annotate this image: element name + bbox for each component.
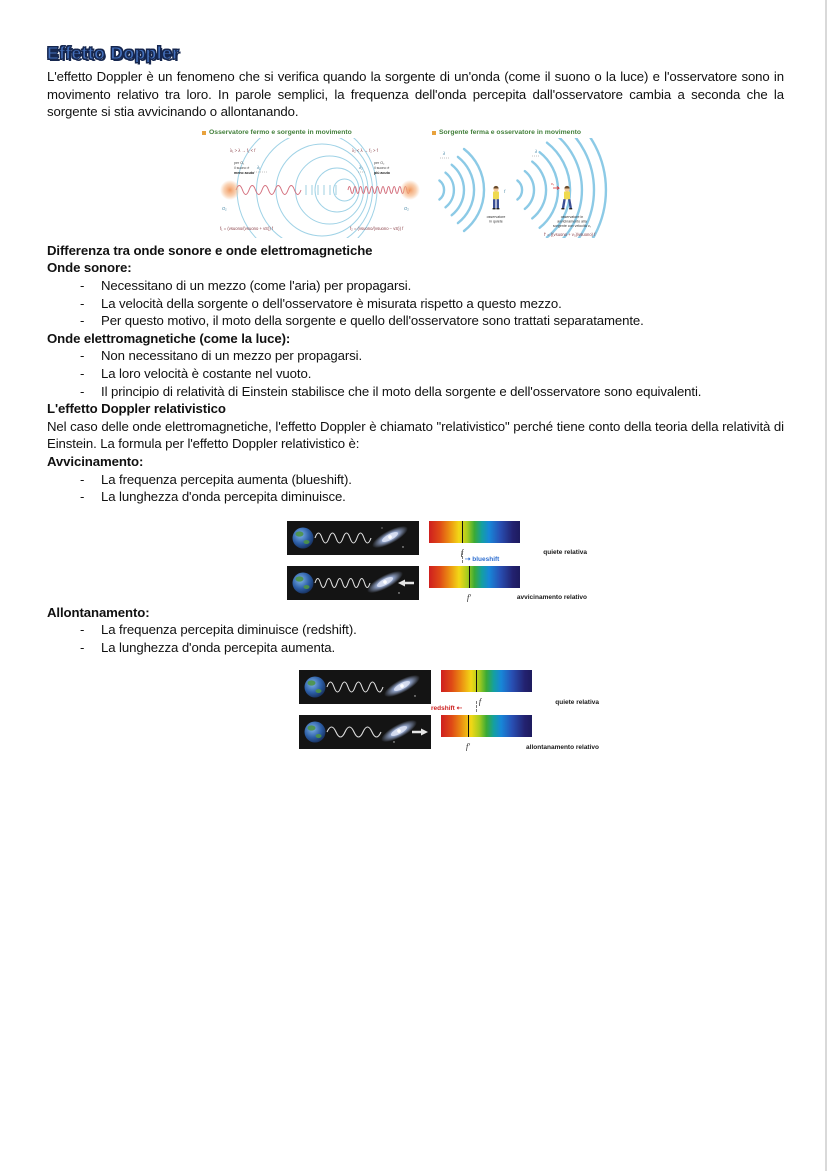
observer-rest-caption-1: osservatore (486, 214, 506, 219)
list-item-text: Non necessitano di un mezzo per propagarsi. (101, 348, 363, 364)
shift-label-text: redshift (431, 705, 455, 713)
frequency-label: f (504, 188, 506, 194)
shift-left-arrow-icon: ⇠ (456, 705, 463, 713)
figure-observer-moving (432, 128, 622, 238)
blueshift-figure (287, 521, 587, 600)
list-item-text: La loro velocità è costante nel vuoto. (101, 365, 312, 381)
rest-label: quiete relativa (555, 698, 599, 706)
shift-label-text: blueshift (472, 555, 500, 563)
heading-difference: Differenza tra onde sonore e onde elettromagnetiche (47, 242, 373, 258)
figure-caption-left (202, 128, 424, 138)
page-title: Effetto Doppler (47, 43, 180, 63)
list-item-text: La velocità della sorgente o dell'osservatore è misurata rispetto a questo mezzo. (101, 295, 562, 311)
list-item (47, 347, 784, 365)
heading-recede: Allontanamento: (47, 604, 150, 620)
earth-galaxy-panel-rest (299, 670, 431, 704)
list-item-text: Il principio di relatività di Einstein stabilisce che il moto della sorgente e dell'osservatore sono equivalenti. (101, 383, 702, 399)
list-item (47, 277, 784, 295)
v0-label: v₀ (551, 181, 555, 186)
long-wavelength-wave (236, 185, 301, 194)
spectrum-bar (429, 521, 520, 543)
formula-bottom-right: f₂ = (vsuono/(vsuono − vS)) f (350, 225, 404, 231)
circular-wavefronts-diagram (202, 138, 424, 238)
shift-annotation-row (287, 555, 587, 566)
observer-left-sound-blob (220, 180, 240, 200)
dash-bullet-icon (80, 347, 101, 365)
list-item (47, 471, 784, 489)
spectrum-approaching (429, 566, 587, 600)
figure-caption-left-text: Osservatore fermo e sorgente in movimento (209, 129, 352, 137)
dash-bullet-icon (80, 277, 101, 295)
note-left-1: per O₁ (234, 160, 245, 165)
dash-bullet-icon (80, 295, 101, 313)
formula-bottom-left: f₁ = (vsuono/(vsuono + vS)) f (220, 225, 274, 231)
note-left-2: il suono è (234, 165, 250, 170)
list-item-text: La frequenza percepita diminuisce (redshift). (101, 622, 357, 638)
note-left-3: meno acuto (234, 170, 255, 175)
arc-wavefronts-diagram (432, 138, 622, 238)
f-rest-label: f (478, 697, 482, 707)
blueshift-label (465, 555, 499, 563)
heading-sound-waves: Onde sonore: (47, 260, 132, 276)
dash-bullet-icon (80, 312, 101, 330)
lambda-label: λ (443, 150, 446, 156)
figure-caption-right-text: Sorgente ferma e osservatore in movimento (439, 129, 582, 137)
frequency-marker (469, 566, 470, 588)
list-item (47, 295, 784, 313)
o2-label: O₂ (404, 205, 409, 211)
list-item (47, 639, 784, 657)
observer-moving-caption-1: osservatore in (560, 214, 584, 219)
earth (293, 527, 314, 548)
f-shifted-label: f′ (466, 742, 470, 752)
spectrum-rest (429, 521, 587, 555)
motion-label: allontanamento relativo (526, 743, 599, 751)
list-item-text: La lunghezza d'onda percepita diminuisce. (101, 489, 346, 505)
dashed-connector (476, 701, 477, 712)
spectrum-receding (441, 715, 599, 752)
list-item (47, 312, 784, 330)
orange-square-icon (432, 131, 436, 135)
motion-label: avvicinamento relativo (516, 594, 587, 602)
dash-bullet-icon (80, 639, 101, 657)
orange-square-icon (202, 131, 206, 135)
dash-bullet-icon (80, 383, 101, 401)
intro-paragraph: L'effetto Doppler è un fenomeno che si verifica quando la sorgente di un'onda (come il suono o la luce) e l'osservatore sono in movimento relativo tra loro. In parole semplici, la frequenza dell'onda percepita dall'osservatore cambia a seconda che la sorgente si stia avvicinando o allontanando. (47, 69, 784, 120)
list-item-text: Necessitano di un mezzo (come l'aria) per propagarsi. (101, 277, 412, 293)
velocity-arrow (553, 186, 559, 189)
redshift-label (431, 704, 462, 712)
earth-galaxy-panel-receding (299, 715, 431, 749)
formula-top-left: λ₁ > λ → f₁ < f (230, 147, 256, 153)
frequency-marker (476, 670, 477, 692)
dashed-connector (462, 552, 463, 563)
observer-right-sound-blob (400, 180, 420, 200)
f-rest-label: f (460, 547, 464, 557)
dash-bullet-icon (80, 488, 101, 506)
doppler-wave-figure (202, 128, 784, 238)
lambda-label-2: λ (535, 148, 538, 154)
page-right-edge (825, 0, 827, 1171)
relativistic-paragraph: Nel caso delle onde elettromagnetiche, l'effetto Doppler è chiamato "relativistico" perché tiene conto della teoria della relatività di Einstein. La formula per l'effetto Doppler relativistico è: (47, 418, 784, 452)
spectrum-bar (429, 566, 520, 588)
figure-caption-right (432, 128, 622, 138)
earth-galaxy-panel-approaching (287, 566, 419, 600)
heading-em-waves: Onde elettromagnetiche (come la luce): (47, 330, 291, 346)
list-item (47, 383, 784, 401)
note-right-1: per O₂ (374, 160, 385, 165)
list-item (47, 488, 784, 506)
spectrum-bar (441, 670, 532, 692)
observer-rest-caption-2: in quiete (489, 219, 503, 224)
observer-moving-caption-2: avvicinamento alla (557, 219, 587, 224)
list-item-text: La frequenza percepita aumenta (blueshift). (101, 471, 352, 487)
o1-label: O₁ (222, 205, 227, 211)
observer-moving-caption-3: sorgente con velocità v₀ (552, 223, 592, 228)
dash-bullet-icon (80, 621, 101, 639)
frequency-marker (468, 715, 469, 737)
earth (305, 677, 326, 698)
earth (293, 572, 314, 593)
lambda2-label: λ₂ (359, 164, 363, 170)
frequency-marker (462, 521, 463, 543)
earth (305, 722, 326, 743)
heading-relativistic: L'effetto Doppler relativistico (47, 401, 226, 417)
note-right-3: più acuto (374, 170, 390, 175)
shift-annotation-row (299, 704, 599, 715)
note-right-2: il suono è (374, 165, 390, 170)
lambda1-label: λ₁ (257, 164, 261, 170)
redshift-figure (299, 670, 599, 752)
figure-source-moving (202, 128, 424, 238)
shift-right-arrow-icon: ⇢ (465, 555, 471, 563)
rest-label: quiete relativa (543, 549, 587, 557)
dash-bullet-icon (80, 365, 101, 383)
spectrum-bar (441, 715, 532, 737)
list-item (47, 365, 784, 383)
f-shifted-label: f′ (467, 592, 471, 602)
list-item-text: La lunghezza d'onda percepita aumenta. (101, 639, 336, 655)
earth-galaxy-panel-rest (287, 521, 419, 555)
observer-moving-formula: f′ = ((vsuono + v₀)/vsuono) f (544, 231, 596, 237)
list-item (47, 621, 784, 639)
standing-observer-figure (493, 186, 500, 210)
dash-bullet-icon (80, 471, 101, 489)
heading-approach: Avvicinamento: (47, 453, 144, 469)
list-item-text: Per questo motivo, il moto della sorgente e quello dell'osservatore sono trattati separatamente. (101, 313, 644, 329)
formula-top-right: λ₂ < λ → f₂ > f (352, 147, 378, 153)
spectrum-rest (441, 670, 599, 707)
